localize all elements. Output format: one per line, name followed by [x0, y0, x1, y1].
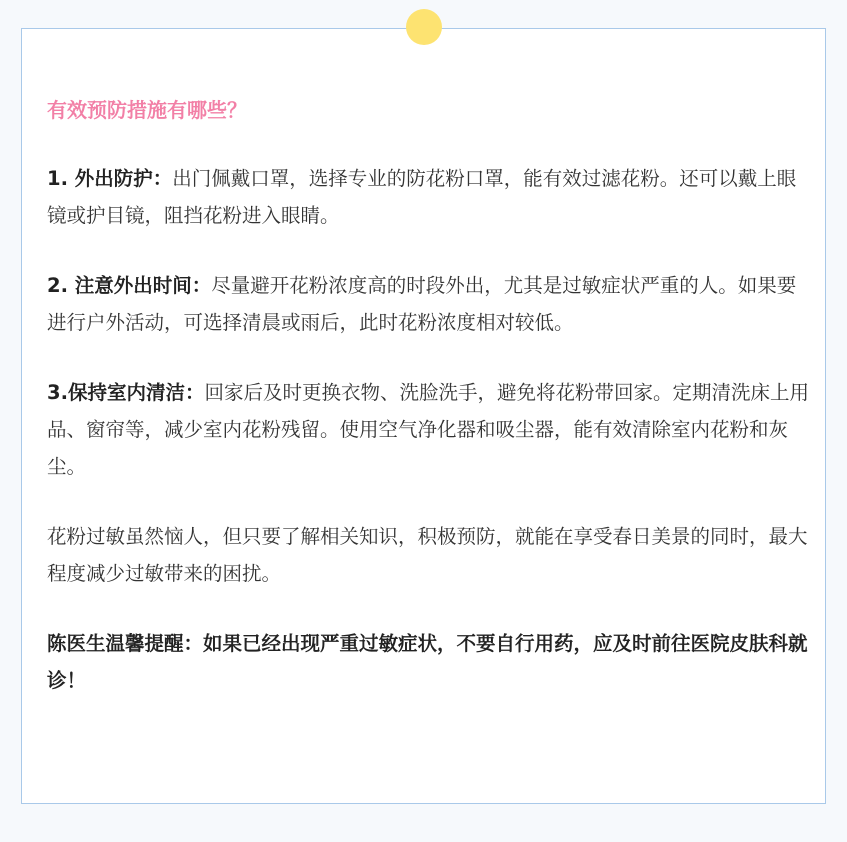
section-heading: 有效预防措施有哪些？ — [47, 98, 247, 122]
item-indoor-cleaning — [47, 374, 809, 485]
item-label: 2. 注意外出时间： — [47, 274, 212, 297]
item-label: 3.保持室内清洁： — [47, 381, 205, 404]
article-card — [21, 28, 826, 804]
item-text: 回家后及时更换衣物、洗脸洗手，避免将花粉带回家。定期清洗床上用品、窗帘等，减少室内花粉残留。使用空气净化器和吸尘器，能有效清除室内花粉和灰尘。 — [47, 381, 809, 478]
doctor-reminder: 陈医生温馨提醒：如果已经出现严重过敏症状，不要自行用药，应及时前往医院皮肤科就诊！ — [47, 632, 808, 692]
summary-paragraph: 花粉过敏虽然恼人，但只要了解相关知识，积极预防，就能在享受春日美景的同时，最大程度减少过敏带来的困扰。 — [47, 525, 808, 585]
item-text: 出门佩戴口罩，选择专业的防花粉口罩，能有效过滤花粉。还可以戴上眼镜或护目镜，阻挡花粉进入眼睛。 — [47, 167, 797, 227]
item-outdoor-protection — [47, 160, 809, 234]
article-content — [47, 93, 809, 699]
item-outdoor-time — [47, 267, 809, 341]
item-label: 1. 外出防护： — [47, 167, 173, 190]
decorative-yellow-dot — [406, 9, 442, 45]
item-text: 尽量避开花粉浓度高的时段外出，尤其是过敏症状严重的人。如果要进行户外活动，可选择清晨或雨后，此时花粉浓度相对较低。 — [47, 274, 797, 334]
